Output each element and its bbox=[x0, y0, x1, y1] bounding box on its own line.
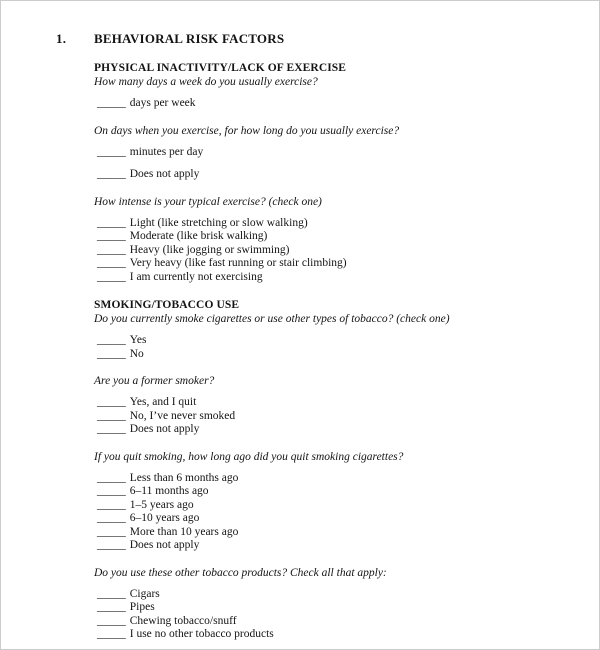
answer-blank[interactable]: _____ bbox=[97, 423, 126, 435]
answer-blank[interactable]: _____ bbox=[97, 525, 126, 538]
option-label: 6–11 months ago bbox=[129, 485, 209, 497]
options-group bbox=[94, 217, 559, 285]
option-label: Very heavy (like fast running or stair climbing) bbox=[129, 257, 347, 269]
answer-blank[interactable]: _____ bbox=[97, 216, 126, 229]
option-row bbox=[94, 217, 559, 231]
option-row bbox=[94, 588, 559, 602]
answer-blank[interactable]: _____ bbox=[97, 587, 126, 600]
question-text: How many days a week do you usually exercise? bbox=[94, 76, 318, 88]
option-label: More than 10 years ago bbox=[129, 525, 239, 538]
option-row bbox=[94, 423, 559, 437]
question-text: How intense is your typical exercise? (check one) bbox=[94, 195, 322, 208]
answer-blank[interactable]: _____ bbox=[97, 230, 126, 242]
option-label: Light (like stretching or slow walking) bbox=[129, 216, 308, 229]
option-row bbox=[94, 472, 559, 486]
options-group bbox=[94, 334, 559, 361]
option-label: Yes bbox=[129, 334, 147, 346]
answer-blank[interactable]: _____ bbox=[97, 334, 126, 346]
option-row bbox=[94, 512, 559, 526]
question-text: Do you currently smoke cigarettes or use other types of tobacco? (check one) bbox=[94, 313, 450, 325]
options-group bbox=[94, 472, 559, 553]
option-row bbox=[94, 97, 559, 111]
option-label: Does not apply bbox=[129, 168, 200, 180]
option-label: Pipes bbox=[129, 601, 155, 613]
option-label: Moderate (like brisk walking) bbox=[129, 230, 268, 242]
answer-blank[interactable]: _____ bbox=[97, 145, 126, 158]
option-label: Heavy (like jogging or swimming) bbox=[129, 243, 290, 256]
option-row bbox=[94, 601, 559, 615]
page-title: BEHAVIORAL RISK FACTORS bbox=[94, 31, 285, 46]
options-group bbox=[94, 97, 559, 111]
option-row bbox=[94, 615, 559, 629]
option-row bbox=[94, 348, 559, 362]
answer-blank[interactable]: _____ bbox=[97, 471, 126, 484]
answer-blank[interactable]: _____ bbox=[97, 409, 126, 422]
answer-blank[interactable]: _____ bbox=[97, 168, 126, 180]
question-text: On days when you exercise, for how long do you usually exercise? bbox=[94, 124, 400, 137]
option-label: Yes, and I quit bbox=[129, 396, 197, 408]
option-label: Cigars bbox=[129, 587, 160, 600]
option-row bbox=[94, 271, 559, 285]
option-row bbox=[94, 499, 559, 513]
options-group bbox=[94, 588, 559, 642]
option-label: Less than 6 months ago bbox=[129, 471, 239, 484]
option-label: I use no other tobacco products bbox=[129, 628, 274, 640]
option-label: Does not apply bbox=[129, 539, 200, 551]
answer-blank[interactable]: _____ bbox=[97, 270, 126, 283]
option-row bbox=[94, 539, 559, 553]
section-number: 1. bbox=[56, 31, 67, 46]
option-row bbox=[94, 257, 559, 271]
option-row bbox=[94, 396, 559, 410]
section-heading: SMOKING/TOBACCO USE bbox=[94, 299, 240, 311]
option-label: No bbox=[129, 347, 144, 360]
answer-blank[interactable]: _____ bbox=[97, 512, 126, 524]
answer-blank[interactable]: _____ bbox=[97, 396, 126, 408]
document-content bbox=[94, 62, 559, 642]
answer-blank[interactable]: _____ bbox=[97, 614, 126, 627]
answer-blank[interactable]: _____ bbox=[97, 539, 126, 551]
option-label: Does not apply bbox=[129, 423, 200, 435]
answer-blank[interactable]: _____ bbox=[97, 628, 126, 640]
option-label: days per week bbox=[129, 97, 196, 109]
option-label: I am currently not exercising bbox=[129, 270, 263, 283]
section-smoking-tobacco bbox=[94, 299, 559, 642]
answer-blank[interactable]: _____ bbox=[97, 97, 126, 109]
options-group bbox=[94, 396, 559, 437]
question-text: Do you use these other tobacco products? Check all that apply: bbox=[94, 566, 387, 579]
answer-blank[interactable]: _____ bbox=[97, 257, 126, 269]
options-group bbox=[94, 146, 559, 182]
option-label: Chewing tobacco/snuff bbox=[129, 614, 237, 627]
option-label: 6–10 years ago bbox=[129, 512, 200, 524]
question-text: If you quit smoking, how long ago did you quit smoking cigarettes? bbox=[94, 450, 404, 463]
option-row bbox=[94, 244, 559, 258]
document-title-row bbox=[56, 31, 559, 47]
option-row bbox=[94, 230, 559, 244]
option-row bbox=[94, 526, 559, 540]
answer-blank[interactable]: _____ bbox=[97, 243, 126, 256]
question-text: Are you a former smoker? bbox=[94, 375, 215, 387]
option-row bbox=[94, 410, 559, 424]
answer-blank[interactable]: _____ bbox=[97, 498, 126, 511]
answer-blank[interactable]: _____ bbox=[97, 485, 126, 497]
answer-blank[interactable]: _____ bbox=[97, 347, 126, 360]
option-row bbox=[94, 146, 559, 160]
answer-blank[interactable]: _____ bbox=[97, 601, 126, 613]
option-label: 1–5 years ago bbox=[129, 498, 194, 511]
section-physical-inactivity bbox=[94, 62, 559, 284]
option-row bbox=[94, 334, 559, 348]
option-label: minutes per day bbox=[129, 145, 204, 158]
option-row bbox=[94, 168, 559, 182]
option-label: No, I’ve never smoked bbox=[129, 409, 236, 422]
section-heading: PHYSICAL INACTIVITY/LACK OF EXERCISE bbox=[94, 62, 347, 74]
option-row bbox=[94, 485, 559, 499]
option-row bbox=[94, 628, 559, 642]
